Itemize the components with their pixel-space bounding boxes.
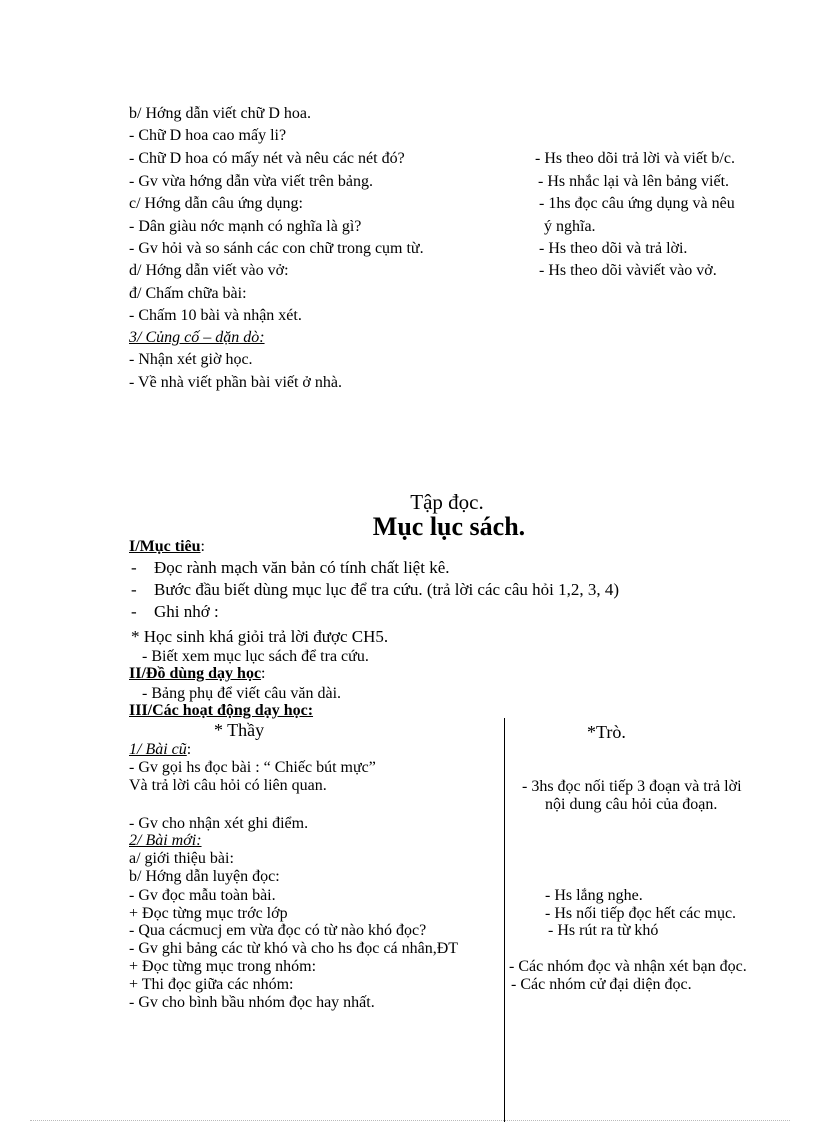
objectives-colon: : <box>200 538 205 555</box>
student-line-6: - Các nhóm đọc và nhận xét bạn đọc. <box>509 958 747 975</box>
top-right-line-2: - Hs nhắc lại và lên bảng viết. <box>538 173 730 190</box>
student-line-7: - Các nhóm cử đại diện đọc. <box>511 976 692 993</box>
objective-bullet: - <box>131 580 137 599</box>
objective-text: Bước đầu biết dùng mục lục để tra cứu. (trả lời các câu hỏi 1,2, 3, 4) <box>154 580 620 599</box>
page-bottom-rule <box>30 1120 790 1121</box>
lesson-title: Mục lục sách. <box>372 512 526 541</box>
materials-heading-line <box>129 664 266 684</box>
old-lesson-heading: 1/ Bài cũ <box>129 741 187 758</box>
top-right-line-5: - Hs theo dõi và trả lời. <box>539 240 688 257</box>
teacher-line-6: a/ giới thiệu bài: <box>129 850 234 867</box>
top-left-line-3: - Chữ D hoa có mấy nét và nêu các nét đó? <box>129 150 405 167</box>
new-lesson-heading: 2/ Bài mới: <box>129 832 202 849</box>
top-right-line-6: - Hs theo dõi vàviết vào vở. <box>539 262 717 279</box>
top-right-line-4: ý nghĩa. <box>544 218 596 235</box>
student-line-4: - Hs nối tiếp đọc hết các mục. <box>545 905 737 922</box>
teacher-column-header: * Thầy <box>214 720 265 740</box>
top-left-line-6: - Dân giàu nớc mạnh có nghĩa là gì? <box>129 218 362 235</box>
student-line-3: - Hs lắng nghe. <box>545 887 643 904</box>
old-lesson-colon: : <box>186 741 192 758</box>
teacher-line-2: - Gv gọi hs đọc bài : “ Chiếc bút mực” <box>129 759 376 776</box>
student-column-header: *Trò. <box>587 722 626 742</box>
activities-heading: III/Các hoạt động dạy học: <box>129 702 314 719</box>
teacher-line-14: - Gv cho bình bầu nhóm đọc hay nhất. <box>129 994 375 1011</box>
top-left-line-7: - Gv hỏi và so sánh các con chữ trong cụm từ. <box>129 240 424 257</box>
top-left-line-10: - Chấm 10 bài và nhận xét. <box>129 307 302 324</box>
teacher-line-4: - Gv cho nhận xét ghi điểm. <box>129 815 309 832</box>
student-line-2: nội dung câu hỏi của đoạn. <box>545 796 718 813</box>
subject-title: Tập đọc. <box>410 490 484 514</box>
materials-text: - Bảng phụ để viết câu văn dài. <box>142 685 342 702</box>
objectives-heading: I/Mục tiêu <box>129 538 201 555</box>
teacher-line-12: + Đọc từng mục trong nhóm: <box>129 958 317 975</box>
top-left-line-5: c/ Hớng dẫn câu ứng dụng: <box>129 195 303 212</box>
objective-text: Ghi nhớ : <box>154 602 219 621</box>
teacher-line-11: - Gv ghi bảng các từ khó và cho hs đọc cá nhân,ĐT <box>129 940 459 957</box>
top-left-line-13: - Về nhà viết phần bài viết ở nhà. <box>129 374 342 391</box>
teacher-line-10: - Qua cácmucj em vừa đọc có từ nào khó đọc? <box>129 922 427 939</box>
objectives-heading-line <box>129 537 205 557</box>
teacher-line-13: + Thi đọc giữa các nhóm: <box>129 976 294 993</box>
top-left-line-4: - Gv vừa hớng dẫn vừa viết trên bảng. <box>129 173 373 190</box>
student-line-5: - Hs rút ra từ khó <box>548 922 659 939</box>
objective-item-3 <box>131 601 219 623</box>
top-left-line-12: - Nhận xét giờ học. <box>129 351 253 368</box>
objective-bullet: - <box>131 602 137 621</box>
objective-item-2 <box>131 579 620 601</box>
materials-heading: II/Đồ dùng dạy học <box>129 665 262 682</box>
section-heading-consolidation: 3/ Củng cố – dặn dò: <box>129 329 265 346</box>
extra-line-2: - Biết xem mục lục sách để tra cứu. <box>142 648 369 665</box>
teacher-line-8: - Gv đọc mẫu toàn bài. <box>129 887 276 904</box>
extra-line-1: * Học sinh khá giỏi trả lời được CH5. <box>131 627 389 646</box>
objective-text: Đọc rành mạch văn bản có tính chất liệt kê. <box>154 558 450 577</box>
objective-bullet: - <box>131 558 137 577</box>
teacher-line-3: Và trả lời câu hỏi có liên quan. <box>129 777 327 794</box>
materials-colon: : <box>261 665 266 682</box>
column-divider <box>504 718 505 1122</box>
top-left-line-8: d/ Hớng dẫn viết vào vở: <box>129 262 289 279</box>
teacher-line-7: b/ Hớng dẫn luyện đọc: <box>129 868 280 885</box>
teacher-line-9: + Đọc từng mục trớc lớp <box>129 905 288 922</box>
old-lesson-heading-line <box>129 740 191 760</box>
objective-item-1 <box>131 557 450 579</box>
top-left-line-9: đ/ Chấm chữa bài: <box>129 285 247 302</box>
top-left-line-1: b/ Hớng dẫn viết chữ D hoa. <box>129 105 311 122</box>
top-right-line-1: - Hs theo dõi trả lời và viết b/c. <box>535 150 735 167</box>
top-right-line-3: - 1hs đọc câu ứng dụng và nêu <box>539 195 735 212</box>
student-line-1: - 3hs đọc nối tiếp 3 đoạn và trả lời <box>522 778 742 795</box>
top-left-line-2: - Chữ D hoa cao mấy li? <box>129 127 287 144</box>
